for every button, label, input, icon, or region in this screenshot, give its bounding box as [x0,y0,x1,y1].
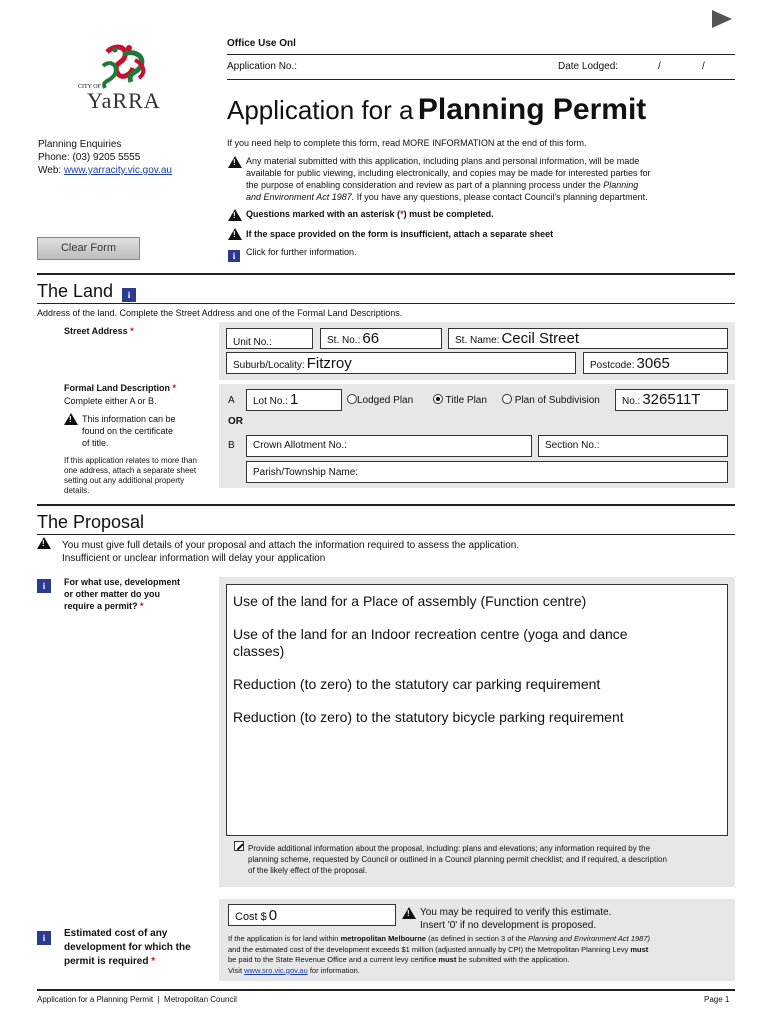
use-line: Reduction (to zero) to the statutory bicycle parking requirement [233,709,624,725]
unit-no-label: Unit No.: [233,337,272,348]
contact-web-label: Web: [38,165,62,176]
cert-note-line: of title. [82,438,109,448]
verify-line: You may be required to verify this estimate. [420,907,612,918]
warning-icon [228,207,242,225]
warning-icon [37,535,51,553]
street-address-label [64,326,134,336]
postcode-value: 3065 [636,355,670,372]
st-no-label: St. No.: [327,335,361,346]
material-line: available for public viewing, including electronically, and copies may be made for interested parties for [246,168,651,178]
cost-field[interactable] [228,904,396,926]
multi-note-line: details. [64,486,90,495]
verify-note [420,906,611,932]
option-a-label: A [228,395,235,406]
title-prefix: Application for a [227,95,414,125]
title-plan-radio[interactable] [433,394,487,406]
levy-text: metropolitan Melbourne [340,934,426,943]
use-question-line: require a permit? [64,601,138,611]
use-question [64,576,180,612]
postcode-field[interactable] [583,352,728,374]
contact-block [38,138,172,177]
lot-no-field[interactable] [246,389,342,411]
title-main: Planning Permit [417,93,647,126]
act-name: Planning [603,180,639,190]
use-line: Use of the land for an Indoor recreation centre (yoga and dance [233,626,628,642]
material-line: the purpose of enabling consideration and review as part of a planning process under the [246,180,604,190]
plan-no-value: 326511T [642,391,701,408]
cert-note-line: found on the certificate [82,426,174,436]
asterisk-note-text: Questions marked with an asterisk ( [246,209,401,219]
logo-name: YaRRA [87,88,161,113]
info-icon[interactable]: i [228,246,240,264]
material-line: Any material submitted with this application, including plans and personal information, will be made [246,156,640,166]
help-text: If you need help to complete this form, read MORE INFORMATION at the end of this form. [227,138,587,148]
multi-address-note [64,456,197,496]
lot-no-label: Lot No.: [253,396,289,407]
warning-icon [228,226,242,244]
section-no-field[interactable] [538,435,728,457]
proposal-warning-line: You must give full details of your proposal and attach the information required to assess the application. [62,540,520,551]
levy-text: Visit [228,965,245,975]
street-address-text: Street Address [64,326,128,336]
suburb-field[interactable] [226,352,576,374]
cost-question-line: permit is required [64,956,149,967]
date-separator: / [658,61,661,72]
act-name: and Environment Act 1987. [246,192,355,202]
warning-icon [402,905,416,923]
asterisk-note [246,209,494,219]
unit-no-field[interactable] [226,328,313,349]
cost-question [64,927,191,969]
use-info-icon[interactable]: i [37,576,51,594]
proposal-warning [62,539,519,565]
use-line: Use of the land for a Place of assembly (Function centre) [233,593,587,609]
formal-land-label [64,382,176,408]
plan-no-label: No.: [622,396,641,407]
logo-city-of: CITY OF [78,84,101,90]
levy-text: Planning and Environment Act 1987) [528,934,651,943]
material-notice [246,155,651,203]
plan-of-subdivision-label: Plan of Subdivision [514,395,600,406]
use-description-textarea[interactable] [226,584,728,836]
date-separator: / [702,61,705,72]
sro-link[interactable]: www.sro.vic.gov.au [244,965,308,975]
land-instructions: Address of the land. Complete the Street Address and one of the Formal Land Descriptions. [37,308,403,318]
proposal-heading: The Proposal [37,512,145,532]
click-info-text: Click for further information. [246,247,357,257]
office-use-title: Office Use Onl [227,38,296,49]
formal-label-text: Formal Land Description [64,383,171,393]
or-label: OR [228,416,243,427]
st-name-label: St. Name: [455,335,500,346]
contact-heading: Planning Enquiries [38,139,122,150]
lodged-plan-radio[interactable] [347,394,413,406]
multi-note-line: If this application relates to more than [64,456,197,465]
st-name-value: Cecil Street [501,330,579,347]
postcode-label: Postcode: [590,360,635,371]
footer-left: Application for a Planning Permit | Metropolitan Council [37,995,237,1004]
st-no-field[interactable] [320,328,442,349]
st-name-field[interactable] [448,328,728,349]
warning-icon [228,154,242,172]
provide-line: Provide additional information about the proposal, including: plans and elevations; any information required by the [248,844,651,853]
st-no-value: 66 [362,330,380,347]
cert-note-line: This information can be [82,414,176,424]
land-heading: The Land [37,281,114,301]
levy-text: (as defined in section 3 of the [425,934,529,943]
next-page-icon[interactable] [712,10,732,28]
cost-info-icon[interactable]: i [37,928,51,946]
asterisk-note-text: ) must be completed. [403,209,494,219]
levy-text: and the estimated cost of the development exceeds $1 million (adjusted annually by CPI) the Metropolitan Planning Levy [228,944,631,954]
levy-text: be submitted with the application. [456,955,570,964]
asterisk: * [400,209,404,219]
parish-label: Parish/Township Name: [253,467,359,478]
levy-text: must [630,944,649,954]
levy-text: e must [432,955,457,964]
verify-line: Insert '0' if no development is proposed. [420,920,597,931]
page-title [227,93,646,127]
cost-question-line: development for which the [64,942,191,953]
use-question-line: or other matter do you [64,589,161,599]
edit-icon [234,841,244,851]
certificate-note [82,413,176,449]
asterisk: * [140,601,144,611]
provide-line: planning scheme, requested by Council or outlined in a Council planning permit checklist; and if required, a description [248,855,667,864]
cost-value: 0 [268,907,278,924]
plan-of-subdivision-radio[interactable] [502,394,600,406]
warning-icon [64,411,78,429]
plan-no-field[interactable] [615,389,728,411]
suburb-label: Suburb/Locality: [233,360,305,371]
crown-label: Crown Allotment No.: [253,440,347,451]
asterisk: * [151,956,156,967]
use-question-line: For what use, development [64,577,181,587]
application-no-label: Application No.: [227,61,298,72]
lot-no-value: 1 [290,391,299,408]
material-line: If you have any questions, please contact Council's planning department. [354,192,648,202]
asterisk: * [130,326,134,336]
use-line: Reduction (to zero) to the statutory car parking requirement [233,676,601,692]
option-b-label: B [228,440,235,451]
section-label: Section No.: [545,440,600,451]
proposal-warning-line: Insufficient or unclear information will delay your application [62,553,326,564]
levy-text: be paid to the State Revenue Office and a current levy certific [228,955,433,964]
levy-note [228,934,733,976]
space-note: If the space provided on the form is insufficient, attach a separate sheet [246,229,554,239]
formal-sub: Complete either A or B. [64,396,157,406]
page-number: Page 1 [704,995,730,1004]
lodged-plan-label: Lodged Plan [357,395,414,406]
parish-field[interactable] [246,461,728,483]
use-line: classes) [233,643,285,659]
cost-question-line: Estimated cost of any [64,928,168,939]
contact-phone: Phone: (03) 9205 5555 [38,152,141,163]
cost-label: Cost $ [235,911,267,923]
asterisk: * [172,383,177,393]
contact-web-link[interactable]: www.yarracity.vic.gov.au [63,165,172,176]
land-info-icon[interactable]: i [122,285,136,303]
multi-note-line: one address, attach a separate sheet [64,466,197,475]
levy-text: If the application is for land within [228,934,341,943]
crown-allotment-field[interactable] [246,435,532,457]
title-plan-label: Title Plan [445,395,487,406]
levy-text: for information. [307,965,360,975]
date-lodged-label: Date Lodged: [558,61,619,72]
provide-info-note [248,843,728,876]
yarra-logo [75,42,165,117]
provide-line: of the likely effect of the proposal. [248,866,368,875]
clear-form-button[interactable]: Clear Form [37,237,140,260]
suburb-value: Fitzroy [306,355,352,372]
multi-note-line: setting out any additional property [64,476,185,485]
